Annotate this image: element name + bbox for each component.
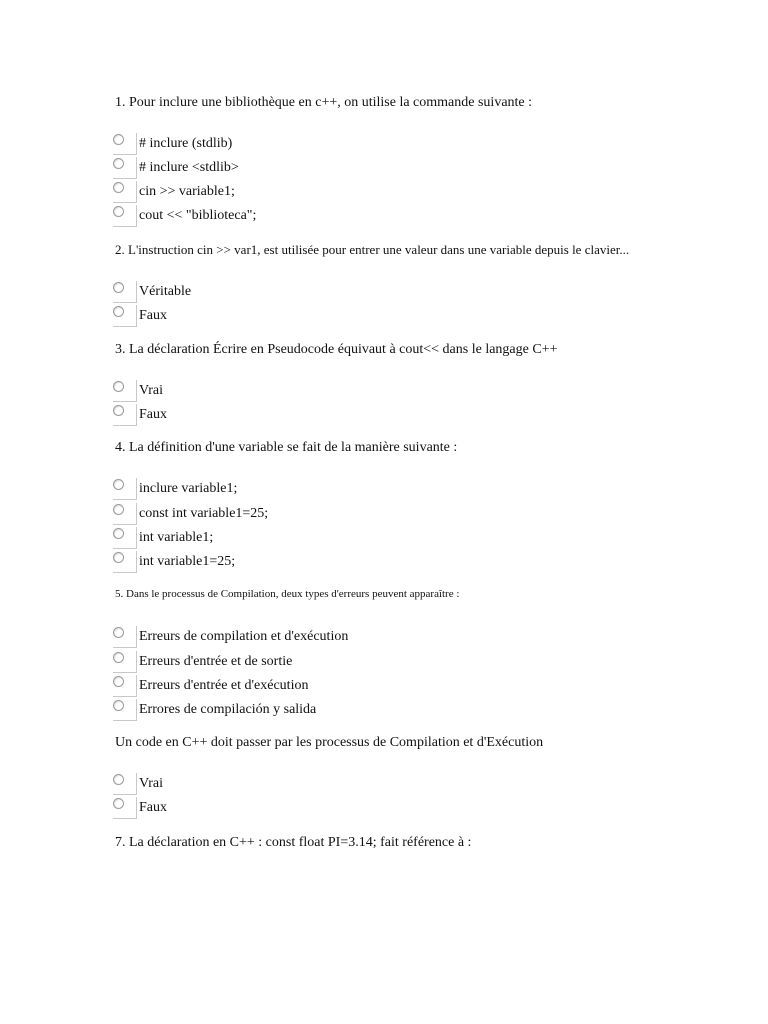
- option-divider: [113, 548, 137, 549]
- option-divider: [113, 326, 137, 327]
- radio-button[interactable]: [113, 676, 124, 687]
- option-divider: [136, 181, 137, 203]
- radio-button[interactable]: [113, 479, 124, 490]
- option-divider: [136, 551, 137, 573]
- option-divider: [136, 380, 137, 402]
- option-divider: [136, 404, 137, 426]
- radio-button[interactable]: [113, 158, 124, 169]
- radio-button[interactable]: [113, 700, 124, 711]
- option-label: Faux: [139, 407, 167, 422]
- option-divider: [136, 651, 137, 673]
- option-divider: [113, 524, 137, 525]
- option-label: Faux: [139, 800, 167, 815]
- option-label: # inclure <stdlib>: [139, 160, 239, 175]
- option-divider: [136, 133, 137, 155]
- answer-option[interactable]: [113, 626, 713, 650]
- radio-button[interactable]: [113, 306, 124, 317]
- option-label: Véritable: [139, 284, 192, 299]
- radio-button[interactable]: [113, 552, 124, 563]
- question-1-text: 1. Pour inclure une bibliothèque en c++, on utilise la commande suivante :: [115, 95, 533, 110]
- option-divider: [113, 202, 137, 203]
- answer-option[interactable]: [113, 773, 713, 797]
- option-divider: [113, 226, 137, 227]
- answer-option[interactable]: [113, 181, 713, 205]
- radio-button[interactable]: [113, 381, 124, 392]
- option-label: Erreurs de compilation et d'exécution: [139, 629, 349, 644]
- option-label: Erreurs d'entrée et de sortie: [139, 654, 293, 669]
- option-divider: [136, 205, 137, 227]
- question-4-text: 4. La définition d'une variable se fait de la manière suivante :: [115, 440, 458, 455]
- option-label: const int variable1=25;: [139, 506, 269, 521]
- answer-option[interactable]: [113, 205, 713, 229]
- option-divider: [113, 818, 137, 819]
- option-divider: [136, 773, 137, 795]
- option-label: int variable1;: [139, 530, 214, 545]
- answer-option[interactable]: [113, 157, 713, 181]
- answer-option[interactable]: [113, 797, 713, 821]
- option-divider: [136, 478, 137, 500]
- option-label: Vrai: [139, 776, 164, 791]
- option-divider: [113, 572, 137, 573]
- question-2-text: 2. L'instruction cin >> var1, est utilisée pour entrer une valeur dans une variable depuis le clavier...: [115, 242, 630, 257]
- option-divider: [113, 647, 137, 648]
- option-divider: [136, 626, 137, 648]
- option-divider: [136, 797, 137, 819]
- option-divider: [113, 794, 137, 795]
- option-divider: [113, 499, 137, 500]
- option-divider: [113, 720, 137, 721]
- radio-button[interactable]: [113, 798, 124, 809]
- option-label: cout << "biblioteca";: [139, 208, 257, 223]
- option-label: cin >> variable1;: [139, 184, 235, 199]
- answer-option[interactable]: [113, 675, 713, 699]
- option-divider: [113, 302, 137, 303]
- answer-option[interactable]: [113, 478, 713, 502]
- answer-option[interactable]: [113, 551, 713, 575]
- option-divider: [113, 401, 137, 402]
- option-divider: [113, 154, 137, 155]
- option-label: Vrai: [139, 383, 164, 398]
- option-divider: [113, 672, 137, 673]
- option-divider: [136, 503, 137, 525]
- radio-button[interactable]: [113, 774, 124, 785]
- answer-option[interactable]: [113, 380, 713, 404]
- radio-button[interactable]: [113, 504, 124, 515]
- option-label: Erreurs d'entrée et d'exécution: [139, 678, 309, 693]
- answer-option[interactable]: [113, 503, 713, 527]
- answer-option[interactable]: [113, 699, 713, 723]
- option-divider: [136, 281, 137, 303]
- radio-button[interactable]: [113, 134, 124, 145]
- radio-button[interactable]: [113, 528, 124, 539]
- option-label: Faux: [139, 308, 167, 323]
- radio-button[interactable]: [113, 405, 124, 416]
- question-7-text: 7. La déclaration en C++ : const float PI=3.14; fait référence à :: [115, 835, 472, 850]
- option-divider: [136, 305, 137, 327]
- option-divider: [136, 157, 137, 179]
- option-label: Errores de compilación y salida: [139, 702, 317, 717]
- radio-button[interactable]: [113, 206, 124, 217]
- option-divider: [113, 425, 137, 426]
- option-divider: [136, 675, 137, 697]
- question-6-text: Un code en C++ doit passer par les processus de Compilation et d'Exécution: [115, 735, 544, 750]
- question-5-text: 5. Dans le processus de Compilation, deux types d'erreurs peuvent apparaître :: [115, 588, 460, 600]
- option-divider: [136, 527, 137, 549]
- radio-button[interactable]: [113, 182, 124, 193]
- answer-option[interactable]: [113, 281, 713, 305]
- radio-button[interactable]: [113, 282, 124, 293]
- answer-option[interactable]: [113, 404, 713, 428]
- option-divider: [136, 699, 137, 721]
- answer-option[interactable]: [113, 527, 713, 551]
- question-3-text: 3. La déclaration Écrire en Pseudocode équivaut à cout<< dans le langage C++: [115, 342, 558, 357]
- answer-option[interactable]: [113, 651, 713, 675]
- answer-option[interactable]: [113, 133, 713, 157]
- option-divider: [113, 178, 137, 179]
- answer-option[interactable]: [113, 305, 713, 329]
- option-label: int variable1=25;: [139, 554, 236, 569]
- option-divider: [113, 696, 137, 697]
- option-label: inclure variable1;: [139, 481, 238, 496]
- radio-button[interactable]: [113, 652, 124, 663]
- radio-button[interactable]: [113, 627, 124, 638]
- option-label: # inclure (stdlib): [139, 136, 233, 151]
